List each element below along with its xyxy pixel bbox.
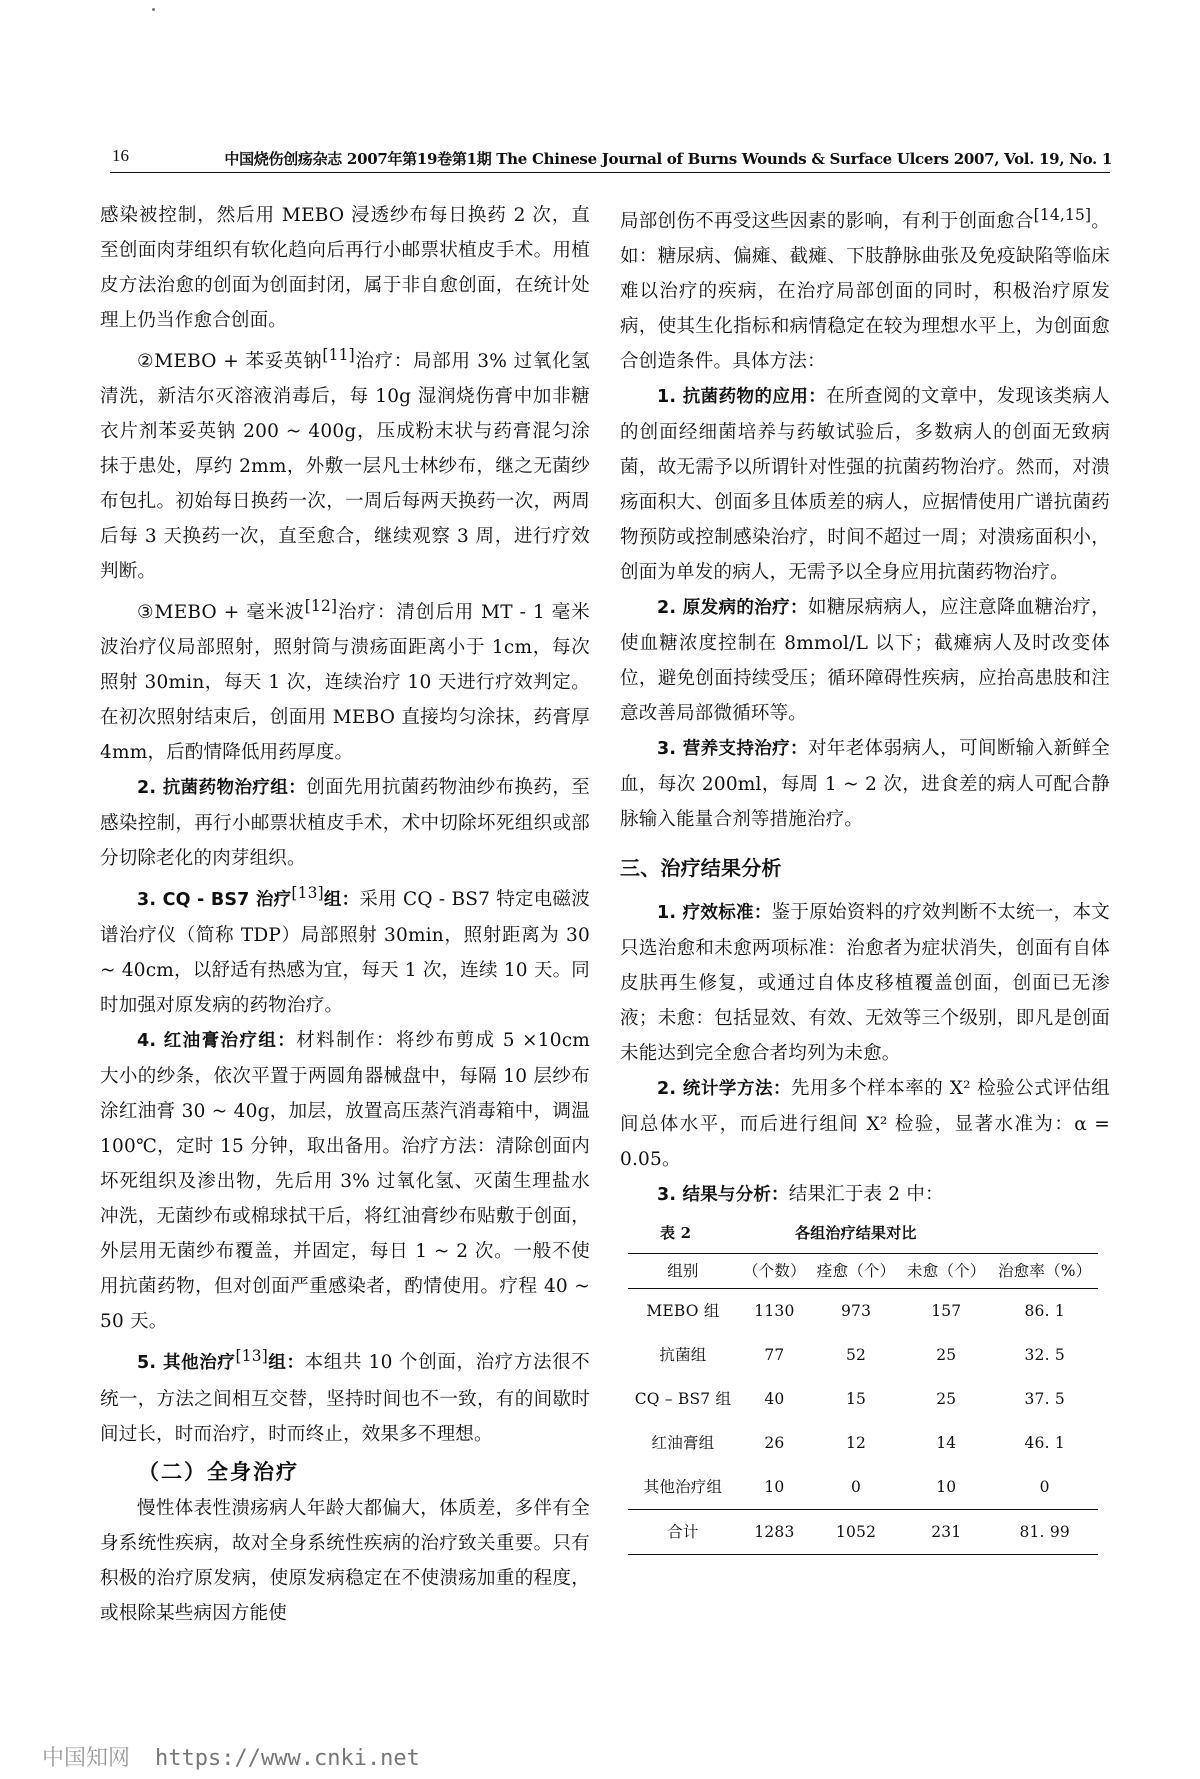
- item-head: 2. 原发病的治疗：: [657, 598, 808, 619]
- table-cell: 25: [936, 1390, 957, 1409]
- table-cell: 1052: [811, 1510, 901, 1555]
- item-body: 本组共 10 个创面，治疗方法很不统一，方法之间相互交替，坚持时间也不一致，有的间歇时间过长，时而治疗，时而终止，效果多不理想。: [100, 1352, 590, 1445]
- table-cell: 抗菌组: [659, 1346, 707, 1365]
- table-cell: 红油膏组: [651, 1434, 715, 1453]
- table-cell: 合计: [628, 1510, 738, 1555]
- item-body: 局部创伤不再受这些因素的影响，有利于创面愈合: [620, 211, 1034, 233]
- paragraph: [100, 1339, 590, 1451]
- journal-title: 中国烧伤创疡杂志 2007年第19卷第1期 The Chinese Journal of Burns Wounds & Surface Ulcers 2007, Vol. 19, No. 1: [224, 150, 1112, 168]
- table-cell: 25: [936, 1346, 957, 1365]
- item-body: 先用多个样本率的 X² 检验公式评估组间总体水平，而后进行组间 X² 检验，显著水准为：α = 0.05。: [620, 1078, 1111, 1171]
- item-body: 在所查阅的文章中，发现该类病人的创面经细菌培养与药敏试验后，多数病人的创面无致病菌，故无需予以所谓针对性强的抗菌药物治疗。然而，对溃疡面积大、创面多且体质差的病人，应据情使用广谱抗菌药物预防或控制感染治疗，时间不超过一周；对溃疡面积小，创面为单发的病人，无需予以全身应用抗菌药物治疗。: [620, 386, 1110, 584]
- citation: [12]: [304, 597, 338, 616]
- item-body: 。如：糖尿病、偏瘫、截瘫、下肢静脉曲张及免疫缺陷等临床难以治疗的疾病，在治疗局部创面的同时，积极治疗原发病，使其生化指标和病情稳定在较为理想水平上，为创面愈合创造条件。具体方法：: [620, 211, 1111, 373]
- table-row: [628, 1333, 1098, 1377]
- item-body: 材料制作：将纱布剪成 5 ×10cm 大小的纱条，依次平置于两圆角器械盘中，每隔 10 层纱布涂红油膏 30 ~ 40g，加层，放置高压蒸汽消毒箱中，调温 100℃，定时 15 分钟，取出备用。治疗方法：清除创面内坏死组织及渗出物，先后用 3% 过氧化氢、灭菌生理盐水冲洗，无菌纱布或棉球拭干后，将红油膏纱布贴敷于创面，外层用无菌纱布覆盖，并固定，每日 1 ~ 2 次。一般不使用抗菌药物，但对创面严重感染者，酌情使用。疗程 40 ~ 50 天。: [100, 1030, 590, 1333]
- paragraph: [100, 1023, 590, 1339]
- paragraph: [620, 198, 1110, 379]
- table-cell: 52: [845, 1346, 867, 1365]
- table-row: [628, 1465, 1098, 1510]
- cnki-logo-text: 中国知网: [42, 1746, 131, 1771]
- item-body: 对年老体弱病人，可间断输入新鲜全血，每次 200ml，每周 1 ~ 2 次，进食差的病人可配合静脉输入能量合剂等措施治疗。: [620, 738, 1111, 831]
- cnki-url[interactable]: https://www.cnki.net: [155, 1746, 420, 1771]
- section-heading: 三、治疗结果分析: [620, 856, 782, 881]
- table-title: 各组治疗结果对比: [795, 1224, 917, 1243]
- paragraph: 感染被控制，然后用 MEBO 浸透纱布每日换药 2 次，直至创面肉芽组织有软化趋向后再行小邮票状植皮手术。用植皮方法治愈的创面为创面封闭，属于非自愈创面，在统计处理上仍当作愈合创面。: [100, 205, 590, 331]
- item-head: 1. 疗效标准：: [657, 903, 772, 924]
- running-header: [112, 146, 1112, 172]
- item-head: ②MEBO + 苯妥英钠: [137, 351, 323, 373]
- paragraph: [620, 590, 1110, 731]
- table-caption: [620, 1221, 1110, 1245]
- citation: [14,15]: [1033, 206, 1092, 224]
- item-head-tail: 组：: [323, 890, 360, 911]
- cnki-watermark: [42, 1741, 420, 1772]
- table-cell: 15: [845, 1390, 867, 1409]
- table-cell: 10: [764, 1478, 785, 1497]
- item-body: 治疗：局部用 3% 过氧化氢清洗，新洁尔灭溶液消毒后，每 10g 湿润烧伤膏中加非糖衣片剂苯妥英钠 200 ~ 400g，压成粉末状与药膏混匀涂抹于患处，厚约 2mm，外敷一层凡士林纱布，继之无菌纱布包扎。初始每日换药一次，一周后每两天换药一次，两周后每 3 天换药一次，直至愈合，继续观察 3 周，进行疗效判断。: [100, 351, 590, 583]
- table-cell: 32. 5: [1024, 1346, 1065, 1365]
- item-body: 创面先用抗菌药物油纱布换药，至感染控制，再行小邮票状植皮手术，术中切除坏死组织或部分切除老化的肉芽组织。: [100, 777, 590, 870]
- table-header-cell: 组别: [667, 1262, 699, 1281]
- table-cell: 26: [764, 1434, 785, 1453]
- item-body: 鉴于原始资料的疗效判断不太统一，本文只选治愈和未愈两项标准：治愈者为症状消失，创面有自体皮肤再生修复，或通过自体皮移植覆盖创面，创面已无渗液；未愈：包括显效、有效、无效等三个级别，即凡是创面未能达到完全愈合者均列为未愈。: [620, 902, 1110, 1065]
- table-cell: 10: [936, 1478, 957, 1497]
- citation: [13]: [235, 1347, 268, 1366]
- paragraph: [100, 876, 590, 1023]
- table-cell: 37. 5: [1024, 1390, 1065, 1409]
- table-cell: 81. 99: [991, 1510, 1098, 1555]
- item-head: 5. 其他治疗: [137, 1353, 236, 1374]
- table-row: [628, 1377, 1098, 1421]
- table-cell: 0: [851, 1478, 862, 1497]
- table-cell: 1130: [754, 1302, 795, 1321]
- paragraph: [100, 770, 590, 876]
- item-body: 如糖尿病病人，应注意降血糖治疗，使血糖浓度控制在 8mmol/L 以下；截瘫病人及时改变体位，避免创面持续受压；循环障碍性疾病，应抬高患肢和注意改善局部微循环等。: [620, 597, 1111, 725]
- results-table: [628, 1253, 1098, 1555]
- paragraph: [620, 1071, 1110, 1177]
- item-head: 2. 统计学方法：: [657, 1079, 792, 1100]
- scan-dot: [152, 8, 155, 11]
- table-header-cell: 治愈率（%）: [997, 1262, 1092, 1281]
- table-cell: CQ – BS7 组: [634, 1390, 732, 1409]
- item-head: 3. CQ - BS7 治疗: [137, 890, 292, 911]
- table-row: [628, 1421, 1098, 1465]
- table-cell: 12: [845, 1434, 867, 1453]
- item-head-tail: 组：: [267, 1353, 305, 1374]
- table-cell: 46. 1: [1024, 1434, 1065, 1453]
- item-head: 3. 结果与分析：: [657, 1185, 789, 1206]
- left-column: [100, 198, 590, 1631]
- table-cell: 77: [764, 1346, 785, 1365]
- item-head: ③MEBO + 毫米波: [137, 602, 305, 624]
- citation: [11]: [322, 346, 355, 364]
- paragraph: [620, 1177, 1110, 1213]
- table-cell: 86. 1: [1024, 1302, 1065, 1321]
- item-head: 2. 抗菌药物治疗组：: [137, 778, 307, 799]
- page-number: 16: [112, 146, 129, 165]
- table-total-row: [628, 1510, 1098, 1555]
- paragraph: [100, 338, 590, 589]
- table-row: [628, 1289, 1098, 1334]
- paragraph: [620, 895, 1110, 1071]
- table-cell: 14: [936, 1434, 957, 1453]
- table-header-cell: 未愈（个）: [907, 1262, 986, 1281]
- item-body: 治疗：清创后用 MT - 1 毫米波治疗仪局部照射，照射筒与溃疡面距离小于 1cm，每次照射 30min，每天 1 次，连续治疗 10 天进行疗效判定。在初次照射结束后，创面用 MEBO 直接均匀涂抹，药膏厚 4mm，后酌情降低用药厚度。: [100, 602, 590, 764]
- table-cell: 其他治疗组: [643, 1478, 723, 1497]
- item-head: 4. 红油膏治疗组：: [137, 1031, 297, 1052]
- citation: [13]: [291, 884, 324, 903]
- paragraph: [620, 379, 1110, 590]
- table-number: 表 2: [660, 1224, 692, 1243]
- paragraph: [100, 589, 590, 770]
- item-head: 1. 抗菌药物的应用：: [657, 387, 827, 408]
- table-cell: MEBO 组: [646, 1302, 720, 1321]
- item-head: 3. 营养支持治疗：: [657, 739, 808, 760]
- subsection-heading: （二）全身治疗: [138, 1458, 299, 1484]
- table-cell: 40: [764, 1390, 785, 1409]
- table-cell: 973: [840, 1302, 872, 1321]
- table-header-cell: （个数）: [743, 1262, 806, 1281]
- table-header-row: [628, 1254, 1098, 1289]
- item-body: 结果汇于表 2 中：: [788, 1184, 944, 1206]
- right-column: [620, 198, 1110, 1555]
- paragraph: [620, 731, 1110, 837]
- table-cell: 1283: [738, 1510, 811, 1555]
- header-rule: [110, 172, 1110, 173]
- table-cell: 0: [1039, 1478, 1050, 1497]
- paragraph: 慢性体表性溃疡病人年龄大都偏大，体质差，多伴有全身系统性疾病，故对全身系统性疾病的治疗致关重要。只有积极的治疗原发病，使原发病稳定在不使溃疡加重的程度，或根除某些病因方能使: [100, 1497, 590, 1624]
- table-cell: 231: [901, 1510, 991, 1555]
- item-body: 采用 CQ - BS7 特定电磁波谱治疗仪（简称 TDP）局部照射 30min，照射距离为 30 ~ 40cm，以舒适有热感为宜，每天 1 次，连续 10 天。同时加强对原发病的药物治疗。: [100, 889, 590, 1017]
- table-header-cell: 痊愈（个）: [816, 1262, 896, 1281]
- table-cell: 157: [931, 1302, 962, 1321]
